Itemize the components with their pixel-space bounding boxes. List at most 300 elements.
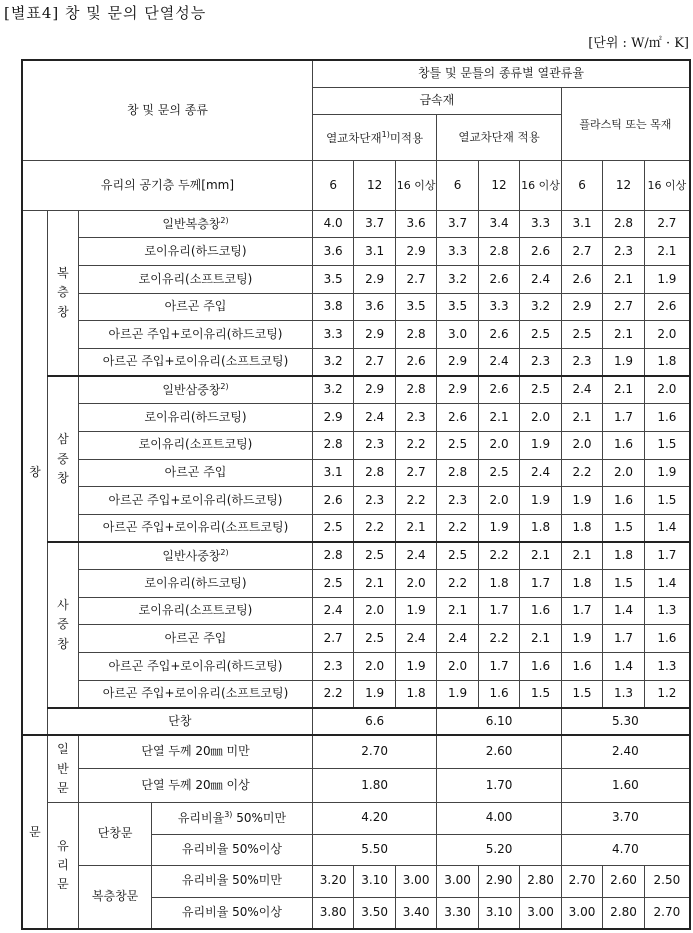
header-no-break-tail: 미적용 [389,131,424,146]
u-value: 2.9 [437,376,478,404]
u-value: 2.0 [478,487,519,515]
u-value: 2.70 [561,866,602,898]
u-value: 1.9 [354,680,395,708]
u-value: 2.2 [478,542,519,570]
header-gap-2: 16 이상 [395,161,436,210]
door-double-label: 복층창문 [79,866,152,929]
window-group-text: 사중창 [57,598,69,651]
door-type-name: 유리비율 50%미만 [152,866,313,898]
u-value: 1.8 [561,514,602,542]
insulation-table [21,59,691,930]
u-value: 3.3 [312,321,353,349]
u-value: 1.4 [603,597,644,625]
u-value: 2.80 [520,866,561,898]
u-value: 2.5 [354,625,395,653]
u-value: 1.9 [644,459,690,487]
u-value: 2.2 [395,487,436,515]
u-value: 1.3 [603,680,644,708]
u-value: 2.0 [561,431,602,459]
u-value: 2.5 [437,431,478,459]
u-value: 1.9 [478,514,519,542]
u-value: 2.6 [644,293,690,321]
u-value: 2.9 [437,349,478,377]
window-type-name [79,349,313,377]
header-gap-row [22,161,690,210]
header-group-label: 창틀 및 문틀의 종류별 열관류율 [312,60,690,87]
u-value: 2.8 [603,210,644,238]
u-value: 1.8 [395,680,436,708]
u-value: 3.1 [312,459,353,487]
u-value: 1.70 [437,769,561,803]
u-value: 1.5 [603,514,644,542]
u-value: 2.2 [478,625,519,653]
u-value: 2.50 [644,866,690,898]
u-value: 1.6 [644,625,690,653]
u-value: 1.4 [644,514,690,542]
window-type-text: 로이유리(소프트코팅) [138,437,253,452]
u-value: 1.7 [478,653,519,681]
u-value: 2.4 [395,625,436,653]
u-value: 2.8 [395,376,436,404]
u-value: 1.60 [561,769,690,803]
window-type-name [79,404,313,432]
u-value: 2.0 [644,321,690,349]
u-value: 2.4 [478,349,519,377]
u-value: 1.7 [561,597,602,625]
u-value: 2.0 [603,459,644,487]
u-value: 2.3 [437,487,478,515]
u-value: 2.1 [437,597,478,625]
window-type-text: 로이유리(하드코팅) [144,243,247,258]
u-value: 2.4 [312,597,353,625]
u-value: 3.4 [478,210,519,238]
u-value: 1.7 [603,404,644,432]
header-gap-7: 12 [603,161,644,210]
u-value: 2.0 [354,653,395,681]
u-value: 1.6 [520,653,561,681]
u-value: 1.6 [520,597,561,625]
window-group-label [47,542,78,708]
header-plastic [561,87,690,161]
u-value: 2.6 [312,487,353,515]
header-no-break-text: 열교차단재 [326,131,382,146]
window-type-name [79,238,313,266]
window-row [22,376,690,404]
u-value: 1.8 [478,570,519,598]
window-row [22,431,690,459]
u-value: 2.6 [437,404,478,432]
u-value: 2.0 [478,431,519,459]
table-body [22,60,690,929]
u-value: 2.70 [312,735,436,769]
u-value: 2.1 [520,625,561,653]
u-value: 1.7 [478,597,519,625]
u-value: 2.8 [437,459,478,487]
door-glass-text: 유리문 [57,838,69,892]
u-value: 5.50 [312,834,436,866]
u-value: 2.9 [354,321,395,349]
u-value: 2.8 [395,321,436,349]
u-value: 1.9 [520,431,561,459]
window-single-label: 단창 [47,708,312,735]
u-value: 2.6 [561,266,602,294]
u-value: 2.7 [561,238,602,266]
u-value: 2.2 [354,514,395,542]
u-value: 2.6 [520,238,561,266]
window-type-text: 아르곤 주입+로이유리(소프트코팅) [102,685,289,700]
footnote-marker: 2) [220,382,229,392]
window-type-text: 아르곤 주입+로이유리(하드코팅) [108,658,283,673]
u-value: 3.00 [437,866,478,898]
header-gap-6: 6 [561,161,602,210]
u-value: 2.1 [478,404,519,432]
window-type-text: 로이유리(하드코팅) [144,575,247,590]
u-value: 2.4 [520,459,561,487]
window-row [22,653,690,681]
u-value: 2.1 [603,266,644,294]
u-value: 2.0 [644,376,690,404]
u-value: 2.8 [312,542,353,570]
window-type-name [79,514,313,542]
door-type-text: 유리비율 [177,811,225,826]
u-value: 2.9 [354,376,395,404]
u-value: 2.40 [561,735,690,769]
header-row-label: 창 및 문의 종류 [22,60,312,161]
u-value: 2.7 [644,210,690,238]
u-value: 3.00 [561,897,602,929]
header-gap-8: 16 이상 [644,161,690,210]
u-value: 2.1 [603,376,644,404]
u-value: 3.2 [312,349,353,377]
window-type-name [79,293,313,321]
u-value: 1.9 [561,625,602,653]
window-type-text: 아르곤 주입+로이유리(소프트코팅) [102,520,289,535]
door-type-name: 단열 두께 20㎜ 미만 [79,735,313,769]
u-value: 2.1 [561,404,602,432]
u-value: 2.5 [478,459,519,487]
u-value: 6.10 [437,708,561,735]
u-value: 2.2 [395,431,436,459]
u-value: 2.7 [395,266,436,294]
u-value: 1.6 [561,653,602,681]
u-value: 3.1 [561,210,602,238]
u-value: 4.20 [312,802,436,834]
door-general-text: 일반문 [57,742,69,795]
window-type-text: 아르곤 주입 [164,630,227,645]
u-value: 2.60 [603,866,644,898]
u-value: 2.9 [354,266,395,294]
window-label [22,210,47,735]
header-row-1 [22,60,690,87]
u-value: 3.20 [312,866,353,898]
header-gap-1: 12 [354,161,395,210]
u-value: 1.6 [603,487,644,515]
u-value: 1.3 [644,653,690,681]
u-value: 2.5 [312,514,353,542]
u-value: 1.9 [644,266,690,294]
header-metal: 금속재 [312,87,561,114]
u-value: 4.70 [561,834,690,866]
u-value: 1.4 [644,570,690,598]
window-row [22,514,690,542]
u-value: 1.9 [395,597,436,625]
door-glass-single-row [22,802,690,834]
window-type-name [79,459,313,487]
u-value: 2.3 [395,404,436,432]
u-value: 3.10 [478,897,519,929]
door-type-text: 유리비율 50%이상 [181,841,282,856]
u-value: 2.9 [561,293,602,321]
u-value: 2.6 [395,349,436,377]
window-type-name [79,597,313,625]
window-row [22,349,690,377]
door-label-text: 문 [29,824,41,839]
u-value: 3.50 [354,897,395,929]
u-value: 2.7 [603,293,644,321]
window-row [22,625,690,653]
u-value: 2.7 [354,349,395,377]
u-value: 5.20 [437,834,561,866]
u-value: 2.0 [354,597,395,625]
u-value: 1.7 [520,570,561,598]
window-row [22,597,690,625]
u-value: 3.30 [437,897,478,929]
header-gap-3: 6 [437,161,478,210]
u-value: 2.6 [478,266,519,294]
u-value: 1.4 [603,653,644,681]
u-value: 2.3 [603,238,644,266]
u-value: 4.0 [312,210,353,238]
u-value: 2.3 [561,349,602,377]
u-value: 1.9 [437,680,478,708]
door-general-row [22,769,690,803]
door-label [22,735,47,929]
u-value: 2.0 [395,570,436,598]
u-value: 3.5 [312,266,353,294]
window-row [22,321,690,349]
window-type-name [79,266,313,294]
u-value: 1.6 [603,431,644,459]
window-single-row [22,708,690,735]
u-value: 2.7 [312,625,353,653]
footnote-marker: 1) [381,130,390,140]
door-general-row [22,735,690,769]
u-value: 1.3 [644,597,690,625]
window-row [22,459,690,487]
u-value: 2.5 [561,321,602,349]
door-type-name: 단열 두께 20㎜ 이상 [79,769,313,803]
u-value: 3.8 [312,293,353,321]
u-value: 1.5 [644,431,690,459]
window-type-text: 일반삼중창 [162,383,221,398]
door-type-name [152,802,313,834]
window-type-text: 일반사중창 [162,549,221,564]
u-value: 2.3 [312,653,353,681]
unit-label: [단위 : W/㎡ · K] [588,36,689,51]
footnote-marker: 2) [220,548,229,558]
window-type-name [79,625,313,653]
u-value: 3.7 [354,210,395,238]
u-value: 3.10 [354,866,395,898]
window-row [22,238,690,266]
door-type-name: 유리비율 50%이상 [152,897,313,929]
u-value: 2.3 [354,431,395,459]
header-gap-0: 6 [312,161,353,210]
u-value: 3.6 [395,210,436,238]
u-value: 3.80 [312,897,353,929]
window-row [22,293,690,321]
u-value: 2.6 [478,321,519,349]
u-value: 2.0 [437,653,478,681]
u-value: 2.1 [354,570,395,598]
window-row [22,680,690,708]
window-row [22,404,690,432]
window-type-text: 일반복층창 [162,217,221,232]
u-value: 1.5 [561,680,602,708]
u-value: 2.9 [395,238,436,266]
u-value: 2.4 [354,404,395,432]
u-value: 2.60 [437,735,561,769]
u-value: 2.4 [437,625,478,653]
u-value: 1.2 [644,680,690,708]
door-type-name [152,834,313,866]
u-value: 2.7 [395,459,436,487]
window-group-label [47,376,78,542]
u-value: 2.2 [312,680,353,708]
window-group-label [47,210,78,376]
u-value: 2.4 [520,266,561,294]
header-with-break: 열교차단재 적용 [437,115,561,161]
u-value: 2.5 [520,321,561,349]
u-value: 3.00 [395,866,436,898]
u-value: 3.0 [437,321,478,349]
u-value: 3.00 [520,897,561,929]
u-value: 2.2 [437,514,478,542]
u-value: 1.7 [644,542,690,570]
u-value: 2.70 [644,897,690,929]
u-value: 1.6 [644,404,690,432]
u-value: 2.1 [603,321,644,349]
door-single-label: 단창문 [79,802,152,865]
window-type-name [79,680,313,708]
u-value: 2.1 [561,542,602,570]
u-value: 6.6 [312,708,436,735]
window-row [22,542,690,570]
u-value: 1.8 [644,349,690,377]
window-type-text: 아르곤 주입+로이유리(하드코팅) [108,492,283,507]
u-value: 3.3 [478,293,519,321]
u-value: 1.9 [603,349,644,377]
u-value: 3.5 [395,293,436,321]
u-value: 1.8 [520,514,561,542]
u-value: 3.6 [354,293,395,321]
u-value: 1.5 [603,570,644,598]
window-row [22,570,690,598]
window-type-text: 로이유리(소프트코팅) [138,603,253,618]
u-value: 2.2 [561,459,602,487]
u-value: 2.4 [395,542,436,570]
u-value: 2.80 [603,897,644,929]
u-value: 2.1 [395,514,436,542]
window-row [22,266,690,294]
u-value: 1.5 [644,487,690,515]
u-value: 1.7 [603,625,644,653]
window-row [22,210,690,238]
window-type-text: 아르곤 주입 [164,299,227,314]
u-value: 2.3 [520,349,561,377]
u-value: 3.70 [561,802,690,834]
u-value: 2.5 [437,542,478,570]
u-value: 2.8 [478,238,519,266]
header-gap-5: 16 이상 [520,161,561,210]
u-value: 3.2 [312,376,353,404]
u-value: 2.5 [312,570,353,598]
window-type-text: 로이유리(하드코팅) [144,409,247,424]
u-value: 1.9 [395,653,436,681]
footnote-marker: 3) [224,810,233,820]
u-value: 3.40 [395,897,436,929]
u-value: 3.2 [437,266,478,294]
u-value: 2.2 [437,570,478,598]
u-value: 3.2 [520,293,561,321]
u-value: 2.90 [478,866,519,898]
u-value: 2.1 [520,542,561,570]
u-value: 3.3 [437,238,478,266]
u-value: 2.5 [520,376,561,404]
u-value: 2.8 [354,459,395,487]
u-value: 2.6 [478,376,519,404]
window-type-text: 아르곤 주입+로이유리(소프트코팅) [102,354,289,369]
header-gap-4: 12 [478,161,519,210]
window-type-text: 아르곤 주입 [164,465,227,480]
u-value: 1.9 [561,487,602,515]
u-value: 3.6 [312,238,353,266]
u-value: 2.9 [312,404,353,432]
u-value: 3.5 [437,293,478,321]
u-value: 2.1 [644,238,690,266]
u-value: 2.3 [354,487,395,515]
u-value: 2.5 [354,542,395,570]
header-no-break [312,115,436,161]
window-type-name [79,376,313,404]
window-type-name [79,487,313,515]
window-type-name [79,321,313,349]
door-general-label [47,735,78,802]
u-value: 5.30 [561,708,690,735]
door-glass-label [47,802,78,929]
window-row [22,487,690,515]
window-type-name [79,570,313,598]
window-group-text: 삼중창 [57,432,69,485]
window-type-name [79,431,313,459]
u-value: 1.8 [603,542,644,570]
u-value: 1.80 [312,769,436,803]
window-group-text: 복층창 [57,266,69,319]
u-value: 1.6 [478,680,519,708]
window-type-name [79,542,313,570]
window-label-text: 창 [29,464,41,479]
door-type-tail: 50%미만 [232,811,287,826]
footnote-marker: 2) [220,216,229,226]
u-value: 2.0 [520,404,561,432]
door-glass-double-row [22,866,690,898]
u-value: 1.9 [520,487,561,515]
window-type-name [79,653,313,681]
header-plastic-text: 플라스틱 또는 목재 [579,117,672,131]
u-value: 2.4 [561,376,602,404]
window-type-name [79,210,313,238]
window-type-text: 로이유리(소프트코팅) [138,271,253,286]
